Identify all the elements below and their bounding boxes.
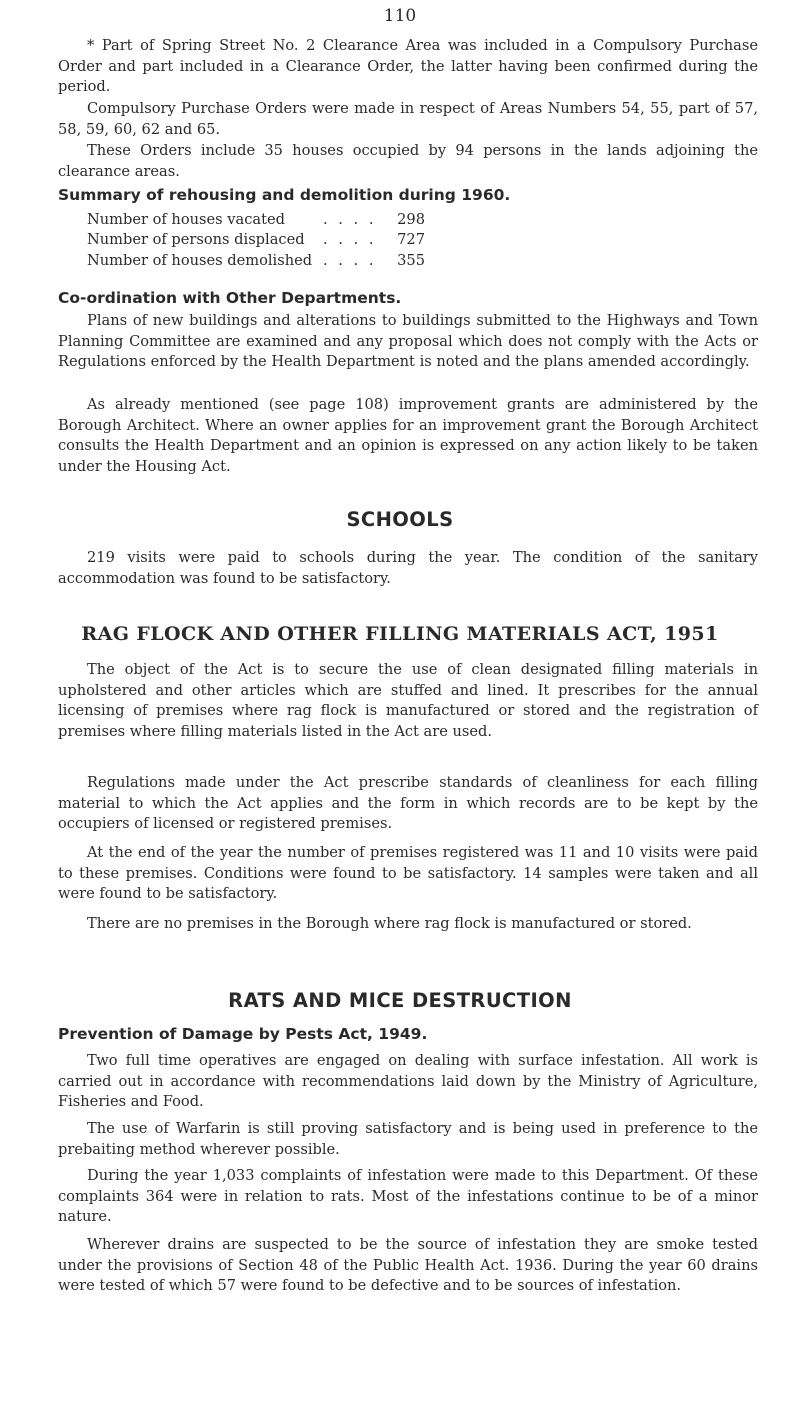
rag-flock-paragraph-3: At the end of the year the number of premises registered was 11 and 10 visits were paid to these premises. Conditions were found to be satisfactory. 14 samples were taken and all were found to be satisfactory.	[58, 844, 758, 903]
schools-heading: SCHOOLS	[346, 508, 454, 531]
summary-label: Number of houses vacated	[87, 211, 285, 228]
summary-value: 298	[397, 211, 425, 228]
summary-leader: . . . .	[323, 231, 377, 249]
summary-row	[87, 230, 547, 250]
rag-flock-paragraph-2: Regulations made under the Act prescribe standards of cleanliness for each filling material to which the Act applies and the form in which records are to be kept by the occupiers of licensed or registered premises.	[58, 774, 758, 833]
rats-subheading: Prevention of Damage by Pests Act, 1949.	[58, 1025, 428, 1043]
intro-paragraph-2: Compulsory Purchase Orders were made in respect of Areas Numbers 54, 55, part of 57, 58, 59, 60, 62 and 65.	[58, 100, 758, 138]
summary-value: 355	[397, 251, 425, 269]
rats-heading: RATS AND MICE DESTRUCTION	[228, 989, 572, 1012]
rats-paragraph-4: Wherever drains are suspected to be the source of infestation they are smoke tested under the provisions of Section 48 of the Public Health Act. 1936. During the year 60 drains were tested of which 57 were found to be defective and to be sources of infestation.	[58, 1236, 758, 1295]
rats-paragraph-3: During the year 1,033 complaints of infestation were made to this Department. Of these complaints 364 were in relation to rats. Most of the infestations continue to be of a minor nature.	[58, 1167, 758, 1226]
rag-flock-paragraph-4: There are no premises in the Borough where rag flock is manufactured or stored.	[87, 915, 692, 932]
summary-table	[87, 210, 547, 271]
intro-paragraph-1: * Part of Spring Street No. 2 Clearance Area was included in a Compulsory Purchase Order and part included in a Clearance Order, the latter having been confirmed during the period.	[58, 37, 758, 96]
summary-row	[87, 251, 547, 271]
rag-flock-heading: RAG FLOCK AND OTHER FILLING MATERIALS ACT, 1951	[81, 623, 719, 645]
summary-label: Number of persons displaced	[87, 231, 305, 249]
summary-heading: Summary of rehousing and demolition during 1960.	[58, 186, 511, 204]
intro-paragraph-3: These Orders include 35 houses occupied by 94 persons in the lands adjoining the clearance areas.	[58, 142, 758, 180]
summary-leader: . . . .	[323, 211, 377, 228]
schools-paragraph: 219 visits were paid to schools during the year. The condition of the sanitary accommodation was found to be satisfactory.	[58, 549, 758, 587]
coordination-paragraph-2: As already mentioned (see page 108) improvement grants are administered by the Borough Architect. Where an owner applies for an improvement grant the Borough Architect consults the Health Department and an opinion is expressed on any action likely to be taken under the Housing Act.	[58, 396, 758, 476]
summary-label: Number of houses demolished	[87, 251, 313, 269]
coordination-heading: Co-ordination with Other Departments.	[58, 289, 402, 307]
summary-value: 727	[397, 231, 425, 249]
coordination-paragraph-1: Plans of new buildings and alterations to buildings submitted to the Highways and Town Planning Committee are examined and any proposal which does not comply with the Acts or Regulations enforced by the Health Department is noted and the plans amended accordingly.	[58, 312, 758, 371]
summary-leader: . . . .	[323, 251, 377, 269]
rats-paragraph-2: The use of Warfarin is still proving satisfactory and is being used in preference to the prebaiting method wherever possible.	[58, 1120, 758, 1158]
rag-flock-paragraph-1: The object of the Act is to secure the use of clean designated filling materials in upholstered and other articles which are stuffed and lined. It prescribes for the annual licensing of premises where rag flock is manufactured or stored and the registration of premises where filling materials listed in the Act are used.	[58, 661, 758, 741]
rats-paragraph-1: Two full time operatives are engaged on dealing with surface infestation. All work is carried out in accordance with recommendations laid down by the Ministry of Agriculture, Fisheries and Food.	[58, 1052, 758, 1111]
page-number: 110	[383, 6, 417, 26]
summary-row	[87, 210, 547, 230]
